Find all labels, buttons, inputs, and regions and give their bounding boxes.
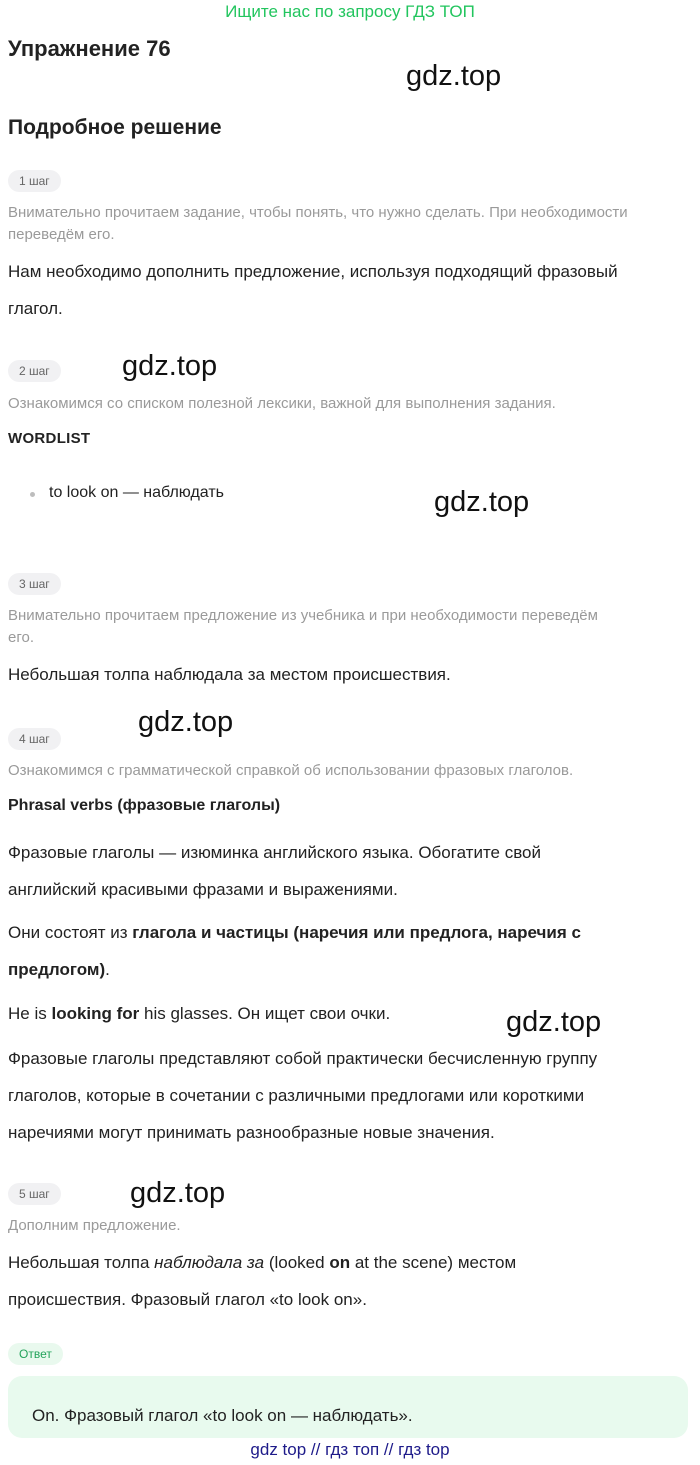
hint-line: переведём его.: [8, 226, 115, 243]
text-span: .: [105, 960, 110, 979]
text-line: английский красивыми фразами и выражениями.: [8, 880, 398, 899]
step-5-badge: [8, 1183, 61, 1205]
watermark: gdz.top: [130, 1177, 226, 1209]
step-2-hint: Ознакомимся со списком полезной лексики, важной для выполнения задания.: [8, 395, 556, 412]
step-4-hint: Ознакомимся с грамматической справкой об использовании фразовых глаголов.: [8, 762, 574, 779]
step-5-hint: Дополним предложение.: [8, 1217, 181, 1234]
step-4-badge: [8, 728, 61, 750]
wordlist-title: WORDLIST: [8, 430, 91, 447]
watermark: gdz.top: [138, 706, 234, 738]
bold-text: on: [329, 1253, 351, 1272]
text-span: Небольшая толпа: [8, 1253, 155, 1272]
bold-text: looking for: [51, 1004, 140, 1023]
answer-text: On. Фразовый глагол «to look on — наблюдать».: [32, 1406, 413, 1425]
text-line: наречиями могут принимать разнообразные новые значения.: [8, 1123, 495, 1142]
text-line: происшествия. Фразовый глагол «to look on».: [8, 1290, 367, 1309]
wordlist-item: to look on — наблюдать: [49, 484, 224, 501]
text-line: [8, 951, 692, 988]
watermark: gdz.top: [434, 486, 530, 518]
answer-label: Ответ: [8, 1343, 63, 1365]
watermark: gdz.top: [506, 1006, 602, 1038]
bold-text: глагола и частицы (наречия или предлога, наречия с: [132, 923, 581, 942]
grammar-paragraph-3: [8, 1040, 692, 1151]
step-1-text: [8, 253, 692, 327]
hint-line: Внимательно прочитаем предложение из учебника и при необходимости переведём: [8, 607, 598, 624]
text-span: at the scene) местом: [350, 1253, 517, 1272]
italic-text: наблюдала за: [154, 1253, 265, 1272]
step-1-badge: [8, 170, 61, 192]
text-line: глаголов, которые в сочетании с различными предлогами или короткими: [8, 1086, 585, 1105]
hint-line: его.: [8, 629, 34, 646]
watermark: gdz.top: [122, 350, 218, 382]
text-span: He is: [8, 1004, 52, 1023]
watermark: gdz.top: [406, 60, 502, 92]
section-title: Подробное решение: [8, 116, 222, 139]
step-3-hint: [8, 605, 692, 649]
step-label: 2 шаг: [8, 360, 61, 382]
text-span: his glasses. Он ищет свои очки.: [139, 1004, 391, 1023]
text-line: Фразовые глаголы — изюминка английского языка. Обогатите свой: [8, 843, 542, 862]
step-label: 3 шаг: [8, 573, 61, 595]
answer-badge: [8, 1343, 63, 1365]
grammar-heading: Phrasal verbs (фразовые глаголы): [8, 797, 281, 814]
top-banner: Ищите нас по запросу ГДЗ ТОП: [225, 2, 475, 21]
text-line: Фразовые глаголы представляют собой практически бесчисленную группу: [8, 1049, 598, 1068]
step-5-text: [8, 1244, 692, 1318]
text-line: [8, 914, 692, 951]
step-3-text: Небольшая толпа наблюдала за местом происшествия.: [8, 665, 451, 684]
step-label: 4 шаг: [8, 728, 61, 750]
text-line: [8, 1244, 692, 1281]
step-3-badge: [8, 573, 61, 595]
hint-line: Внимательно прочитаем задание, чтобы понять, что нужно сделать. При необходимости: [8, 204, 628, 221]
step-2-badge: [8, 360, 61, 382]
text-line: глагол.: [8, 299, 63, 318]
step-1-hint: [8, 202, 692, 246]
grammar-paragraph-1: [8, 834, 692, 908]
bold-text: предлогом): [8, 960, 106, 979]
step-label: 5 шаг: [8, 1183, 61, 1205]
grammar-paragraph-2: [8, 914, 692, 988]
step-label: 1 шаг: [8, 170, 61, 192]
text-line: Нам необходимо дополнить предложение, используя подходящий фразовый: [8, 262, 618, 281]
text-span: Они состоят из: [8, 923, 133, 942]
bullet-dot: [30, 492, 35, 497]
text-span: (looked: [264, 1253, 330, 1272]
footer-links: gdz top // гдз топ // гдз top: [250, 1440, 450, 1459]
page-title: Упражнение 76: [8, 36, 171, 61]
